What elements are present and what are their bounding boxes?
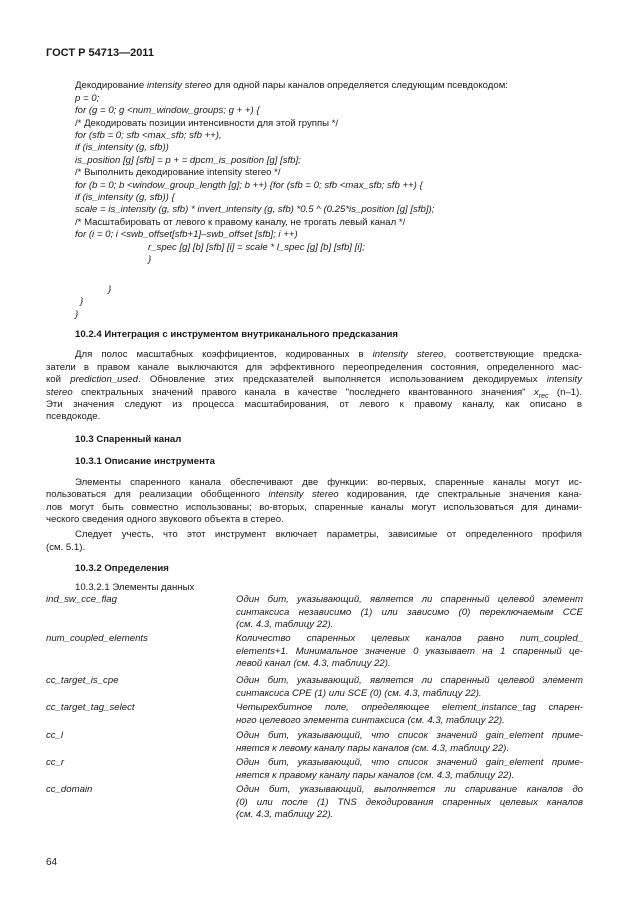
code-line: p = 0;: [75, 93, 100, 104]
definition-desc: Один бит, указывающий, является ли спаренный целевой элемент: [236, 594, 583, 605]
paragraph-line: ческого сведения одного звукового объекта в стерео.: [46, 514, 284, 525]
code-line: for (sfb = 0; sfb <max_sfb; sfb ++),: [75, 130, 222, 141]
paragraph-line: Эти значения следуют из процесса масштабирования, от левого к правому каналу, как описано в: [46, 399, 582, 410]
paragraph-line: stereo спектральных значений правого канала в качестве "последнего квантованного значения" $x_{rec}$ (n–1).: [46, 387, 582, 400]
section-heading-10-3-1: 10.3.1 Описание инструмента: [75, 456, 215, 467]
page-number: 64: [46, 857, 58, 868]
definition-desc: няется к левому каналу пары каналов (см. 4.3, таблицу 22).: [236, 743, 510, 754]
definition-desc: Один бит, указывающий, выполняется ли спаривание каналов до: [236, 784, 583, 795]
paragraph-line: Для полос масштабных коэффициентов, кодированных в intensity stereo, соответствующие предска-: [75, 349, 582, 360]
section-heading-10-2-4: 10.2.4 Интеграция с инструментом внутриканального предсказания: [75, 329, 399, 340]
code-line: is_position [g] [sfb] = p + = dpcm_is_position [g] [sfb];: [75, 155, 301, 166]
definition-desc: левой канал (см. 4.3, таблицу 22).: [236, 658, 391, 669]
paragraph-line: пользоваться для реализации обобщенного intensity stereo кодирования, где спектральные значения кана-: [46, 489, 582, 500]
definition-desc: (см. 4.3, таблицу 22).: [236, 809, 334, 820]
definition-desc: синтаксиса независимо (1) или зависимо (0) переключаемым CCE: [236, 607, 583, 618]
paragraph-line: лов могут быть совместно использованы; во-вторых, спаренные каналы могут использоваться для динами-: [46, 502, 582, 513]
definition-term: ind_sw_cce_flag: [46, 594, 117, 605]
paragraph-line: затели в правом канале выключаются для эффективного переопределения состояния, определенного мас-: [46, 362, 582, 373]
definition-desc: elements+1. Минимальное значение 0 указывает на 1 спаренный це-: [236, 646, 583, 657]
definition-term: cc_l: [46, 730, 64, 741]
definition-desc: синтаксиса CPE (1) или SCE (0) (см. 4.3, таблицу 22).: [236, 688, 482, 699]
code-line: }: [108, 284, 112, 295]
paragraph-line: Следует учесть, что этот инструмент включает параметры, зависимые от определенного профиля: [75, 529, 582, 540]
code-line: r_spec [g] [b] [sfb] [i] = scale * l_spec [g] [b] [sfb] [i];: [148, 242, 365, 253]
definition-desc: Количество спаренных целевых каналов равно num_coupled_: [236, 633, 583, 644]
code-line: for (b = 0; b <window_group_length [g]; b ++) {for (sfb = 0; sfb <max_sfb; sfb ++) {: [75, 180, 423, 191]
code-line: scale = is_intensity (g, sfb) * invert_intensity (g, sfb) *0.5 ^ (0.25*is_position [g] [sfb]);: [75, 204, 435, 215]
definition-term: num_coupled_elements: [46, 633, 148, 644]
code-line: if (is_intensity (g, sfb)) {: [75, 192, 175, 203]
code-comment: /* Выполнить декодирование intensity stereo */: [75, 167, 281, 178]
code-line: }: [148, 254, 152, 265]
section-heading-10-3: 10.3 Спаренный канал: [75, 434, 182, 445]
code-line: for (g = 0; g <num_window_groups; g + +) {: [75, 105, 260, 116]
definition-term: cc_r: [46, 757, 65, 768]
definition-term: cc_target_is_cpe: [46, 675, 119, 686]
definition-desc: (см. 4.3, таблицу 22).: [236, 619, 334, 630]
definition-term: cc_target_tag_select: [46, 702, 135, 713]
code-comment: /* Масштабировать от левого к правому каналу, не трогать левый канал */: [75, 217, 406, 228]
definition-term: cc_domain: [46, 784, 93, 795]
paragraph-line: кой prediction_used. Обновление этих предсказателей выполняется использованием декодируемых intensity: [46, 374, 582, 385]
definition-desc: (0) или после (1) TNS декодирования спаренных целевых каналов: [236, 797, 583, 808]
document-header: ГОСТ Р 54713—2011: [46, 47, 154, 59]
code-line: if (is_intensity (g, sfb)): [75, 142, 169, 153]
definition-desc: Четырехбитное поле, определяющее element_instance_tag спарен-: [236, 702, 583, 713]
code-line: }: [75, 309, 79, 320]
paragraph-line: (см. 5.1).: [46, 542, 86, 553]
code-line: }: [80, 296, 84, 307]
code-comment: /* Декодировать позиции интенсивности для этой группы */: [75, 118, 339, 129]
definition-desc: Один бит, указывающий, что список значений gain_element приме-: [236, 730, 583, 741]
definition-desc: ного целевого элемента синтаксиса (см. 4.3, таблицу 22).: [236, 715, 505, 726]
definition-desc: Один бит, указывающий, является ли спаренный целевой элемент: [236, 675, 583, 686]
code-line: for (i = 0; i <swb_offset[sfb+1]–swb_offset [sfb]; i ++): [75, 229, 298, 240]
paragraph-line: Элементы спаренного канала обеспечивают две функции: во-первых, спаренные каналы могут ис-: [75, 477, 582, 488]
definition-desc: Один бит, указывающий, что список значений gain_element приме-: [236, 757, 583, 768]
subsection-heading: 10.3.2.1 Элементы данных: [75, 582, 195, 593]
intro-paragraph: Декодирование intensity stereo для одной пары каналов определяется следующим псевдокодом:: [75, 80, 508, 91]
definition-desc: няется к правому каналу пары каналов (см. 4.3, таблицу 22).: [236, 770, 515, 781]
paragraph-line: псевдокоде.: [46, 411, 101, 422]
section-heading-10-3-2: 10.3.2 Определения: [75, 563, 169, 574]
